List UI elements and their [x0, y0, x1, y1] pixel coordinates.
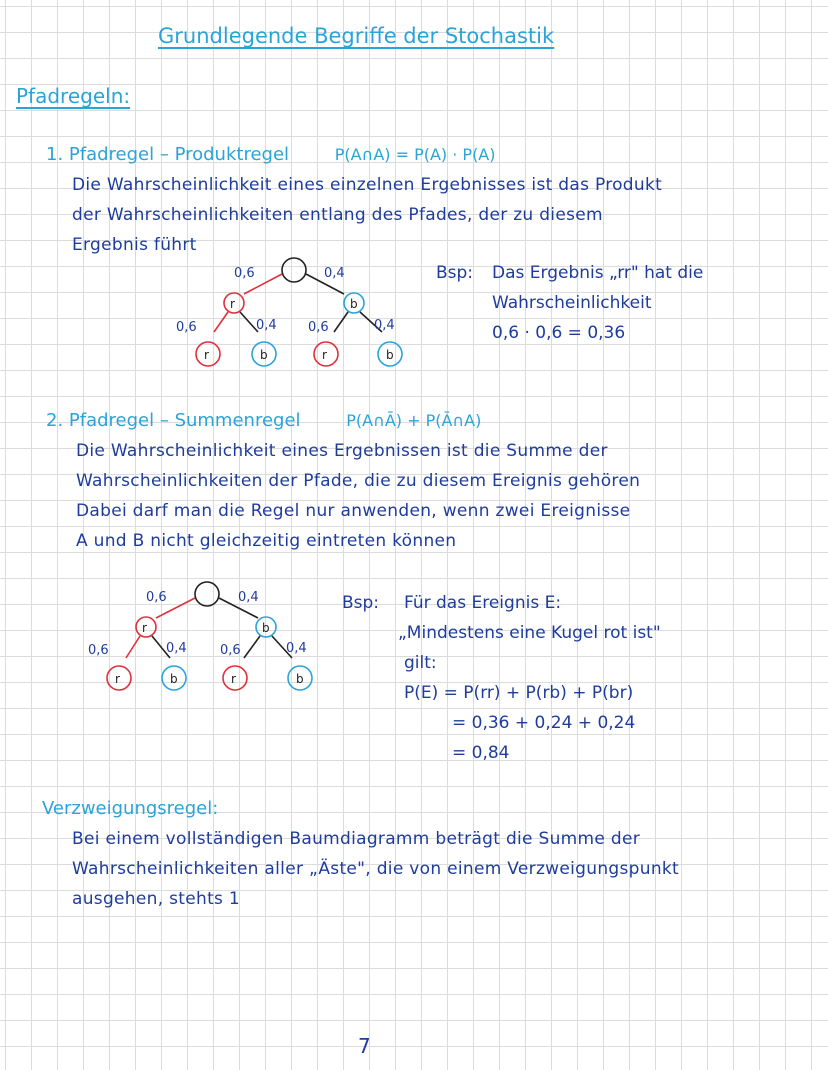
tree2-node-b-label: b	[262, 621, 270, 635]
rule1-line-2: der Wahrscheinlichkeiten entlang des Pfades, der zu diesem	[72, 205, 603, 225]
tree1-leaf-rr-label: r	[204, 348, 209, 362]
tree1-leaf-rb-label: b	[260, 348, 268, 362]
rule2-example-line-6: = 0,84	[452, 743, 510, 763]
rule1-example	[492, 258, 703, 348]
rule2-example-line-3: gilt:	[404, 653, 437, 673]
verzweigung-line-3: ausgehen, stehts 1	[72, 889, 241, 909]
rule1-example-line-2: Wahrscheinlichkeit	[492, 293, 652, 313]
section-heading-pfadregeln: Pfadregeln:	[16, 84, 131, 108]
rule2-formula: P(A∩Ā) + P(Ā∩A)	[346, 411, 482, 430]
rule2-heading	[46, 410, 481, 431]
rule2-text	[76, 436, 640, 556]
rule1-example-line-3: 0,6 · 0,6 = 0,36	[492, 323, 626, 343]
tree1-leaf-br-label: r	[322, 348, 327, 362]
tree2-prob-top-left: 0,6	[146, 590, 167, 605]
rule1-heading	[46, 144, 496, 165]
rule2-line-1: Die Wahrscheinlichkeit eines Ergebnissen ist die Summe der	[76, 441, 608, 461]
tree2-prob-l2: 0,4	[166, 641, 187, 656]
tree1-prob-r1: 0,6	[308, 320, 329, 335]
rule2-example-line-5: = 0,36 + 0,24 + 0,24	[452, 713, 636, 733]
tree-diagram-1	[160, 250, 420, 375]
tree2-prob-l1: 0,6	[88, 643, 109, 658]
rule1-line-3: Ergebnis führt	[72, 235, 197, 255]
tree2-leaf-br-label: r	[231, 672, 236, 686]
rule1-example-line-1: Das Ergebnis „rr" hat die	[492, 263, 704, 283]
verzweigung-line-1: Bei einem vollständigen Baumdiagramm beträgt die Summe der	[72, 829, 641, 849]
rule1-formula: P(A∩A) = P(A) · P(A)	[334, 145, 496, 164]
tree1-leaf-bb-label: b	[386, 348, 394, 362]
tree1-node-b-label: b	[350, 297, 358, 311]
tree1-prob-l1: 0,6	[176, 320, 197, 335]
rule1-title: 1. Pfadregel – Produktregel	[46, 144, 290, 165]
tree1-node-r-label: r	[230, 297, 235, 311]
tree2-prob-r1: 0,6	[220, 643, 241, 658]
tree2-leaf-bb-label: b	[296, 672, 304, 686]
rule1-example-label: Bsp:	[436, 263, 474, 283]
tree2-prob-r2: 0,4	[286, 641, 307, 656]
rule1-line-1: Die Wahrscheinlichkeit eines einzelnen Ergebnisses ist das Produkt	[72, 175, 663, 195]
rule2-line-3: Dabei darf man die Regel nur anwenden, wenn zwei Ereignisse	[76, 501, 631, 521]
tree2-leaf-rb-label: b	[170, 672, 178, 686]
tree1-prob-l2: 0,4	[256, 318, 277, 333]
tree2-prob-top-right: 0,4	[238, 590, 259, 605]
tree2-node-r-label: r	[142, 621, 147, 635]
rule2-example-line-4: P(E) = P(rr) + P(rb) + P(br)	[404, 683, 634, 703]
tree1-prob-r2: 0,4	[374, 318, 395, 333]
verzweigung-text	[72, 824, 679, 914]
rule2-example	[398, 588, 661, 768]
rule2-line-2: Wahrscheinlichkeiten der Pfade, die zu diesem Ereignis gehören	[76, 471, 641, 491]
rule2-example-line-1: Für das Ereignis E:	[404, 593, 562, 613]
tree1-root	[282, 258, 306, 282]
rule1-text	[72, 170, 662, 260]
tree-diagram-2	[78, 574, 338, 699]
rule2-example-label: Bsp:	[342, 593, 380, 613]
page-title: Grundlegende Begriffe der Stochastik	[158, 24, 555, 48]
page-number: 7	[358, 1034, 371, 1058]
rule2-example-line-2: „Mindestens eine Kugel rot ist"	[398, 623, 661, 643]
rule2-line-4: A und B nicht gleichzeitig eintreten können	[76, 531, 457, 551]
tree1-prob-top-left: 0,6	[234, 266, 255, 281]
verzweigung-heading: Verzweigungsregel:	[42, 798, 219, 819]
tree2-leaf-rr-label: r	[115, 672, 120, 686]
rule2-title: 2. Pfadregel – Summenregel	[46, 410, 301, 431]
tree2-root	[195, 582, 219, 606]
tree1-prob-top-right: 0,4	[324, 266, 345, 281]
verzweigung-line-2: Wahrscheinlichkeiten aller „Äste", die von einem Verzweigungspunkt	[72, 859, 680, 879]
